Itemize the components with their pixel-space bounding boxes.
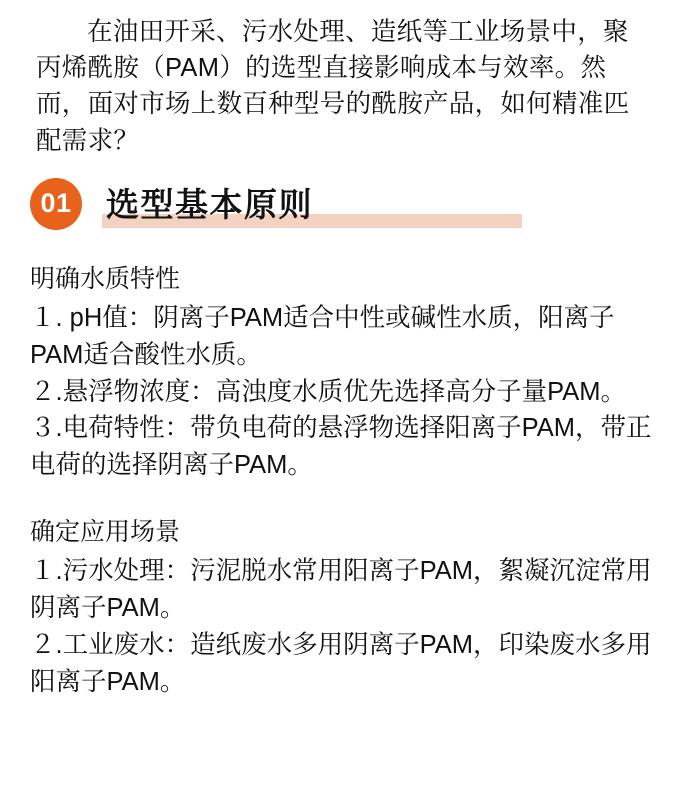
intro-paragraph: 在油田开采、污水处理、造纸等工业场景中，聚丙烯酰胺（PAM）的选型直接影响成本与效率。然而，面对市场上数百种型号的酰胺产品，如何精准匹配需求？ xyxy=(36,18,630,155)
group-2-item-1: １.污水处理：污泥脱水常用阳离子PAM，絮凝沉淀常用阴离子PAM。 xyxy=(30,557,652,623)
section-title-wrap xyxy=(102,178,319,230)
group-heading-1: 明确水质特性 xyxy=(30,264,181,293)
content-body xyxy=(0,261,678,700)
group-2-item-2: ２.工业废水：造纸废水多用阴离子PAM，印染废水多用阳离子PAM。 xyxy=(30,630,652,696)
section-number-badge: 01 xyxy=(30,178,82,230)
group-1-item-2: ２.悬浮物浓度：高浊度水质优先选择高分子量PAM。 xyxy=(30,377,626,406)
group-heading-2: 确定应用场景 xyxy=(30,517,181,546)
section-header xyxy=(0,173,678,235)
group-1-item-3: ３.电荷特性：带负电荷的悬浮物选择阳离子PAM，带正电荷的选择阴离子PAM。 xyxy=(30,414,652,480)
group-1-item-1: １. pH值：阴离子PAM适合中性或碱性水质，阳离子PAM适合酸性水质。 xyxy=(30,304,615,370)
section-title: 选型基本原则 xyxy=(106,186,313,224)
section-spacer xyxy=(30,484,658,514)
